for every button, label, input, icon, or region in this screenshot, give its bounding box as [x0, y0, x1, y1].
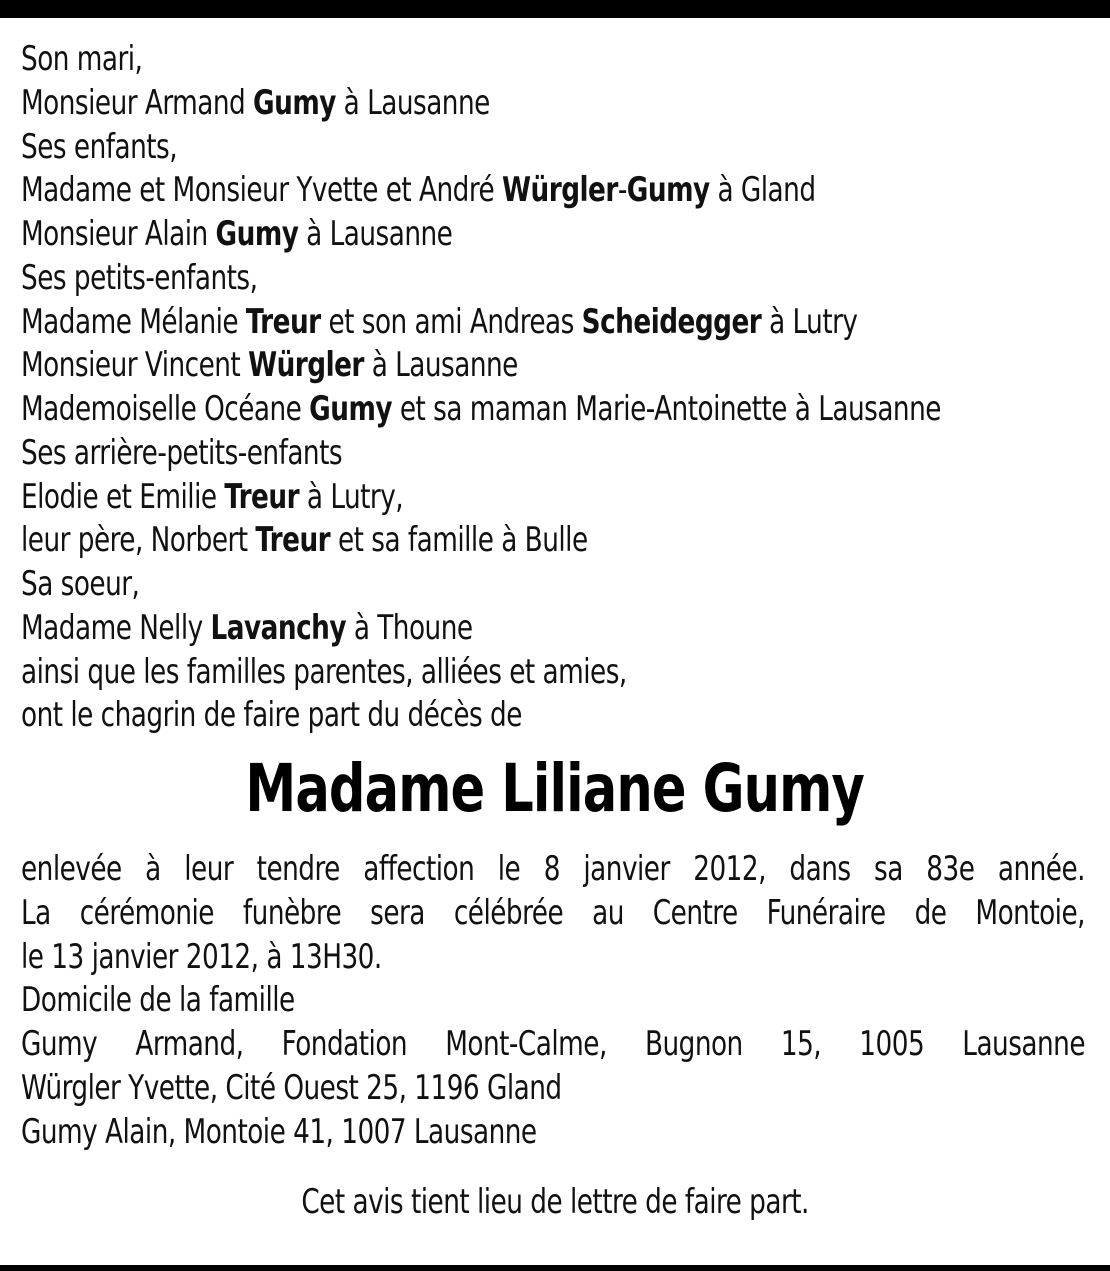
line-text: à Gland — [709, 170, 816, 211]
family-line — [21, 519, 938, 563]
surname: Scheidegger — [581, 301, 762, 342]
line-text: ont le chagrin de faire part du décès de — [21, 695, 522, 736]
family-line — [21, 694, 938, 738]
family-line — [21, 257, 938, 301]
line-text: Madame Mélanie — [21, 301, 246, 342]
line-text: Son mari, — [21, 39, 143, 79]
line-text: à Lutry, — [299, 476, 404, 517]
detail-text: le 13 janvier 2012, à 13H30. — [21, 936, 382, 977]
family-line — [21, 169, 938, 213]
closing-note-text: Cet avis tient lieu de lettre de faire part. — [301, 1182, 809, 1222]
detail-text: Domicile de la famille — [21, 980, 295, 1021]
line-text: Elodie et Emilie — [21, 476, 225, 517]
family-line — [21, 38, 938, 82]
family-line — [21, 388, 941, 432]
line-text: leur père, Norbert — [21, 520, 256, 561]
line-text: Mademoiselle Océane — [21, 389, 310, 429]
line-text: Madame Nelly — [21, 607, 211, 648]
surname: Gumy — [215, 214, 299, 254]
family-list — [21, 38, 1087, 738]
top-rule — [0, 0, 1110, 18]
family-line — [21, 344, 938, 388]
line-text: ainsi que les familles parentes, alliées et amies, — [21, 651, 627, 692]
detail-line — [21, 892, 1085, 936]
line-text: et sa famille à Bulle — [330, 520, 588, 561]
line-text: Ses arrière-petits-enfants — [21, 432, 343, 473]
detail-text: Gumy Alain, Montoie 41, 1007 Lausanne — [21, 1111, 537, 1152]
line-text: Ses petits-enfants, — [21, 257, 258, 298]
surname: Würgler — [248, 345, 364, 386]
line-text: Monsieur Armand — [21, 82, 254, 123]
detail-text: enlevée à leur tendre affection le 8 janvier 2012, dans sa 83e année. — [21, 849, 1085, 889]
line-text: à Thoune — [345, 607, 473, 648]
surname: Treur — [224, 476, 300, 517]
surname: Würgler — [502, 170, 618, 211]
family-line — [21, 651, 938, 695]
bottom-rule — [0, 1265, 1110, 1271]
surname: Treur — [255, 520, 331, 561]
line-text: Monsieur Alain — [21, 214, 216, 254]
line-text: à Lutry — [761, 301, 858, 342]
line-text: Sa soeur, — [21, 564, 140, 604]
family-line — [21, 126, 938, 170]
family-line — [21, 432, 938, 476]
detail-line — [21, 1111, 938, 1155]
line-text: Madame et Monsieur Yvette et André — [21, 170, 503, 211]
surname: Treur — [245, 301, 321, 342]
surname: Gumy — [626, 170, 710, 211]
line-text: - — [617, 170, 627, 211]
detail-line — [21, 936, 938, 980]
surname: Lavanchy — [210, 607, 346, 648]
line-text: à Lausanne — [363, 345, 518, 386]
family-line — [21, 82, 938, 126]
detail-line — [21, 1067, 938, 1111]
detail-text: Gumy Armand, Fondation Mont-Calme, Bugnon 15, 1005 Lausanne — [21, 1024, 1085, 1064]
detail-line — [21, 979, 938, 1023]
family-line — [21, 476, 938, 520]
funeral-details — [21, 848, 1087, 1154]
line-text: et sa maman Marie-Antoinette à Lausanne — [391, 389, 941, 429]
detail-text: La cérémonie funèbre sera célébrée au Centre Funéraire de Montoie, — [21, 892, 1085, 933]
family-line — [21, 607, 938, 651]
detail-line — [21, 848, 1085, 892]
detail-text: Würgler Yvette, Cité Ouest 25, 1196 Gland — [21, 1067, 562, 1108]
deceased-name — [0, 752, 1110, 826]
surname: Gumy — [309, 389, 392, 429]
family-line — [21, 301, 938, 345]
surname: Gumy — [253, 82, 336, 123]
line-text: et son ami Andreas — [320, 301, 582, 342]
family-line — [21, 563, 938, 607]
closing-note — [0, 1180, 1110, 1224]
line-text: à Lausanne — [298, 214, 453, 254]
detail-line — [21, 1023, 1085, 1067]
line-text: Ses enfants, — [21, 126, 178, 167]
family-line — [21, 213, 938, 257]
line-text: Monsieur Vincent — [21, 345, 249, 386]
deceased-name-text: Madame Liliane Gumy — [245, 750, 865, 827]
line-text: à Lausanne — [335, 82, 490, 123]
